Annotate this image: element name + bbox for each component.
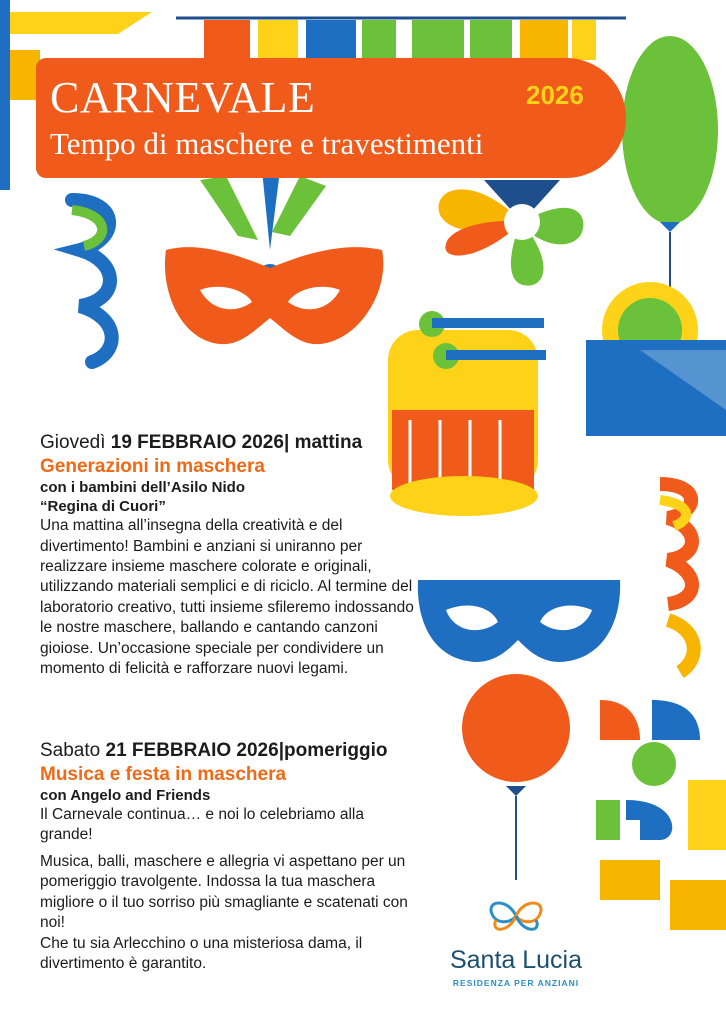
event-guest: con i bambini dell’Asilo Nido [40,478,246,496]
bunting-flag [204,20,250,60]
event-date-line [40,432,420,454]
event-separator: | [283,432,290,453]
feather-shape [262,170,280,250]
event-day: Sabato [40,740,101,761]
event-date-line [40,740,420,762]
decor-shape [600,700,640,740]
orange-mask [165,247,383,344]
bunting-flag [572,20,596,60]
balloon-knot [660,222,680,232]
bunting-flag [258,20,298,60]
logo-tagline: RESIDENZA PER ANZIANI [452,978,580,988]
drumstick [432,318,544,328]
corner-yellow-flag [10,12,152,34]
page-subtitle: Tempo di maschere e travestimenti [50,126,484,161]
decor-shape [632,742,676,786]
event-guest: con Angelo and Friends [40,786,211,804]
page-title: CARNEVALE [50,73,316,122]
decor-shape [652,700,700,740]
blue-mask [418,580,620,662]
decor-shape [626,800,672,840]
event-title: Generazioni in maschera [40,455,265,477]
balloon-knot [506,786,526,796]
event-description [40,805,420,975]
decor-shape [688,780,726,850]
bunting-flag [306,20,356,60]
event-description [40,516,420,680]
pinwheel-center [504,204,540,240]
event-paragraph: Musica, balli, maschere e allegria vi aspettano per un pomeriggio travolgente. Indossa la tua maschera migliore o il tuo sorriso più smagliante e scatenati con noi! [40,852,408,932]
bunting-flag [362,20,396,60]
event-separator: | [278,740,285,761]
green-balloon [622,36,718,224]
year-label: 2026 [526,80,584,110]
santa-lucia-logo-mark [491,903,541,929]
event-time: mattina [294,432,363,453]
event-paragraph: Una mattina all’insegna della creatività e del divertimento! Bambini e anziani si uniranno per realizzare insieme maschere colorate e originali, utilizzando materiali semplici e di riciclo. Al termine del laboratorio creativo, tutti insieme sfileremo indossando le nostre maschere, ballando e cantando canzoni gioiose. Un’occasione speciale per condividere un momento di felicità e rafforzare nuovi legami. [40,517,414,678]
logo-name: Santa Lucia [449,946,583,974]
red-balloon [462,674,570,782]
bunting-flag [412,20,464,60]
left-edge-bar [0,0,10,190]
event-1 [40,432,420,680]
feather-shape [272,176,326,236]
decor-shape [670,880,726,930]
feather-shape [200,176,258,240]
event-title: Musica e festa in maschera [40,763,287,785]
event-time: pomeriggio [284,740,388,761]
bunting-flag [470,20,512,60]
decor-shape [596,800,620,840]
bunting-flag [520,20,568,60]
event-paragraph: Il Carnevale continua… e noi lo celebriamo alla grande! [40,805,364,844]
event-guest-name: “Regina di Cuori” [40,497,166,515]
event-2 [40,740,420,975]
ribbon-streamer [72,210,102,246]
ribbon-streamer [668,620,694,672]
event-date: 21 FEBBRAIO 2026 [105,740,279,761]
decor-shape [600,860,660,900]
event-day: Giovedì [40,432,106,453]
event-paragraph: Che tu sia Arlecchino o una misteriosa dama, il divertimento è garantito. [40,934,363,973]
drumstick [446,350,546,360]
event-date: 19 FEBBRAIO 2026 [110,432,284,453]
